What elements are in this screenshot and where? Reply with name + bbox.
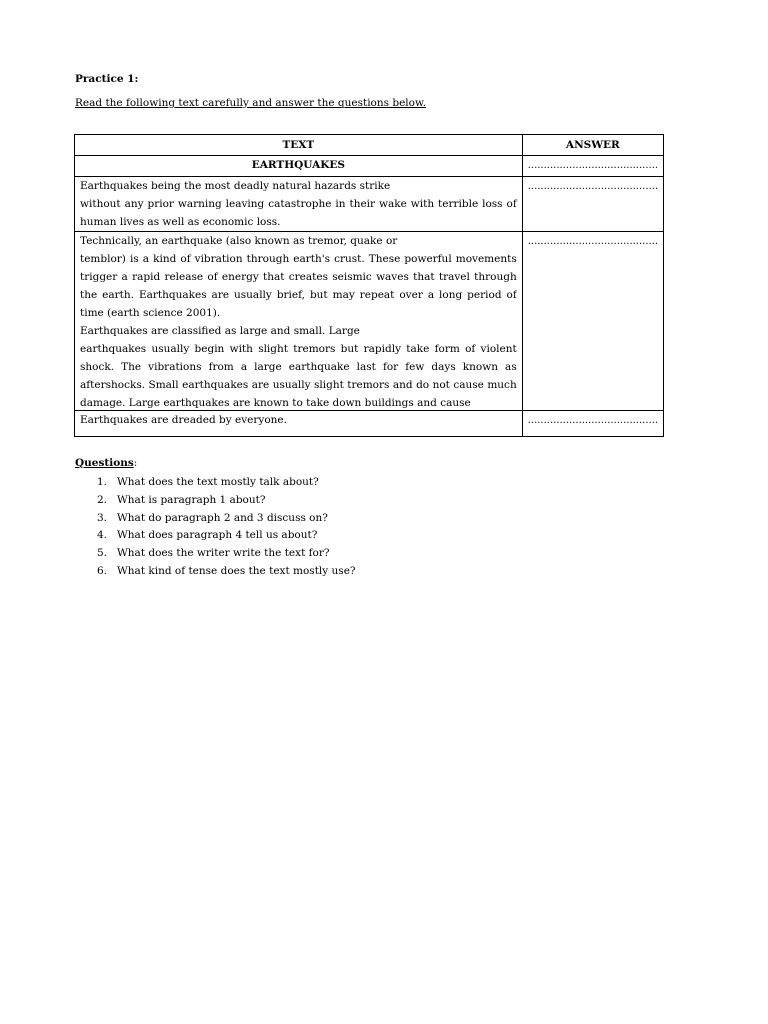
list-item (97, 527, 356, 545)
answer-dots: ......................................... (527, 415, 659, 426)
answer-dots: ......................................... (527, 236, 659, 247)
text-title: EARTHQUAKES (75, 156, 523, 177)
answer-blank-paragraph-1[interactable] (522, 177, 663, 232)
questions-label (75, 457, 137, 469)
paragraph-3-line-1: Earthquakes are classified as large and small. Large (80, 325, 360, 337)
table-row-paragraph-1 (75, 177, 664, 232)
column-header-answer: ANSWER (522, 135, 663, 156)
practice-table (74, 134, 664, 437)
paragraph-1-line-1: Earthquakes being the most deadly natural hazards strike (80, 180, 391, 192)
paragraphs-2-3 (75, 232, 523, 411)
paragraph-4: Earthquakes are dreaded by everyone. (75, 411, 523, 437)
answer-dots: ......................................... (527, 160, 659, 171)
paragraph-2-line-1: Technically, an earthquake (also known as tremor, quake or (80, 235, 398, 247)
table-row-paragraph-2-3 (75, 232, 664, 411)
question-text: What kind of tense does the text mostly use? (117, 564, 356, 577)
question-text: What does the text mostly talk about? (117, 476, 319, 488)
question-number: 5. (97, 547, 108, 560)
paragraph-1-rest: without any prior warning leaving catastrophe in their wake with terrible loss of human lives as well as economic loss. (80, 198, 517, 228)
question-text: What do paragraph 2 and 3 discuss on? (117, 511, 328, 524)
list-item (97, 545, 356, 563)
table-header-row (75, 135, 664, 156)
instruction-text: Read the following text carefully and answer the questions below. (75, 97, 427, 109)
answer-dots: ......................................... (527, 181, 659, 192)
answer-blank-paragraph-4[interactable] (522, 411, 663, 437)
question-number: 2. (97, 493, 108, 506)
paragraph-2-rest: temblor) is a kind of vibration through earth's crust. These powerful movements trigger a rapid release of energy that creates seismic waves that travel through the earth. Earthquakes are usually brief, but may repeat over a long period of time (earth science 2001). (80, 253, 517, 319)
table-row-paragraph-4 (75, 411, 664, 437)
question-text: What is paragraph 1 about? (117, 493, 266, 506)
answer-blank-title[interactable] (522, 156, 663, 177)
table-row-title (75, 156, 664, 177)
question-number: 4. (97, 529, 108, 542)
paragraph-3-rest: earthquakes usually begin with slight tremors but rapidly take form of violent shock. The vibrations from a large earthquake last for few days known as aftershocks. Small earthquakes are usually slight tremors and do not cause much damage. Large earthquakes are known to take down buildings and cause (80, 343, 517, 409)
practice-heading: Practice 1: (75, 73, 139, 85)
list-item (97, 474, 356, 492)
questions-label-colon: : (133, 457, 138, 469)
question-text: What does the writer write the text for? (117, 547, 330, 560)
list-item (97, 492, 356, 510)
question-number: 6. (97, 564, 108, 577)
paragraphs-2-3-clip (80, 232, 517, 410)
list-item (97, 510, 356, 528)
paragraph-1 (75, 177, 523, 232)
answer-blank-paragraph-2-3[interactable] (522, 232, 663, 411)
question-number: 3. (97, 511, 108, 524)
list-item (97, 563, 356, 581)
questions-list (97, 474, 356, 581)
questions-label-text: Questions (75, 457, 134, 469)
question-number: 1. (97, 476, 108, 488)
question-text: What does paragraph 4 tell us about? (117, 529, 318, 542)
column-header-text: TEXT (75, 135, 523, 156)
